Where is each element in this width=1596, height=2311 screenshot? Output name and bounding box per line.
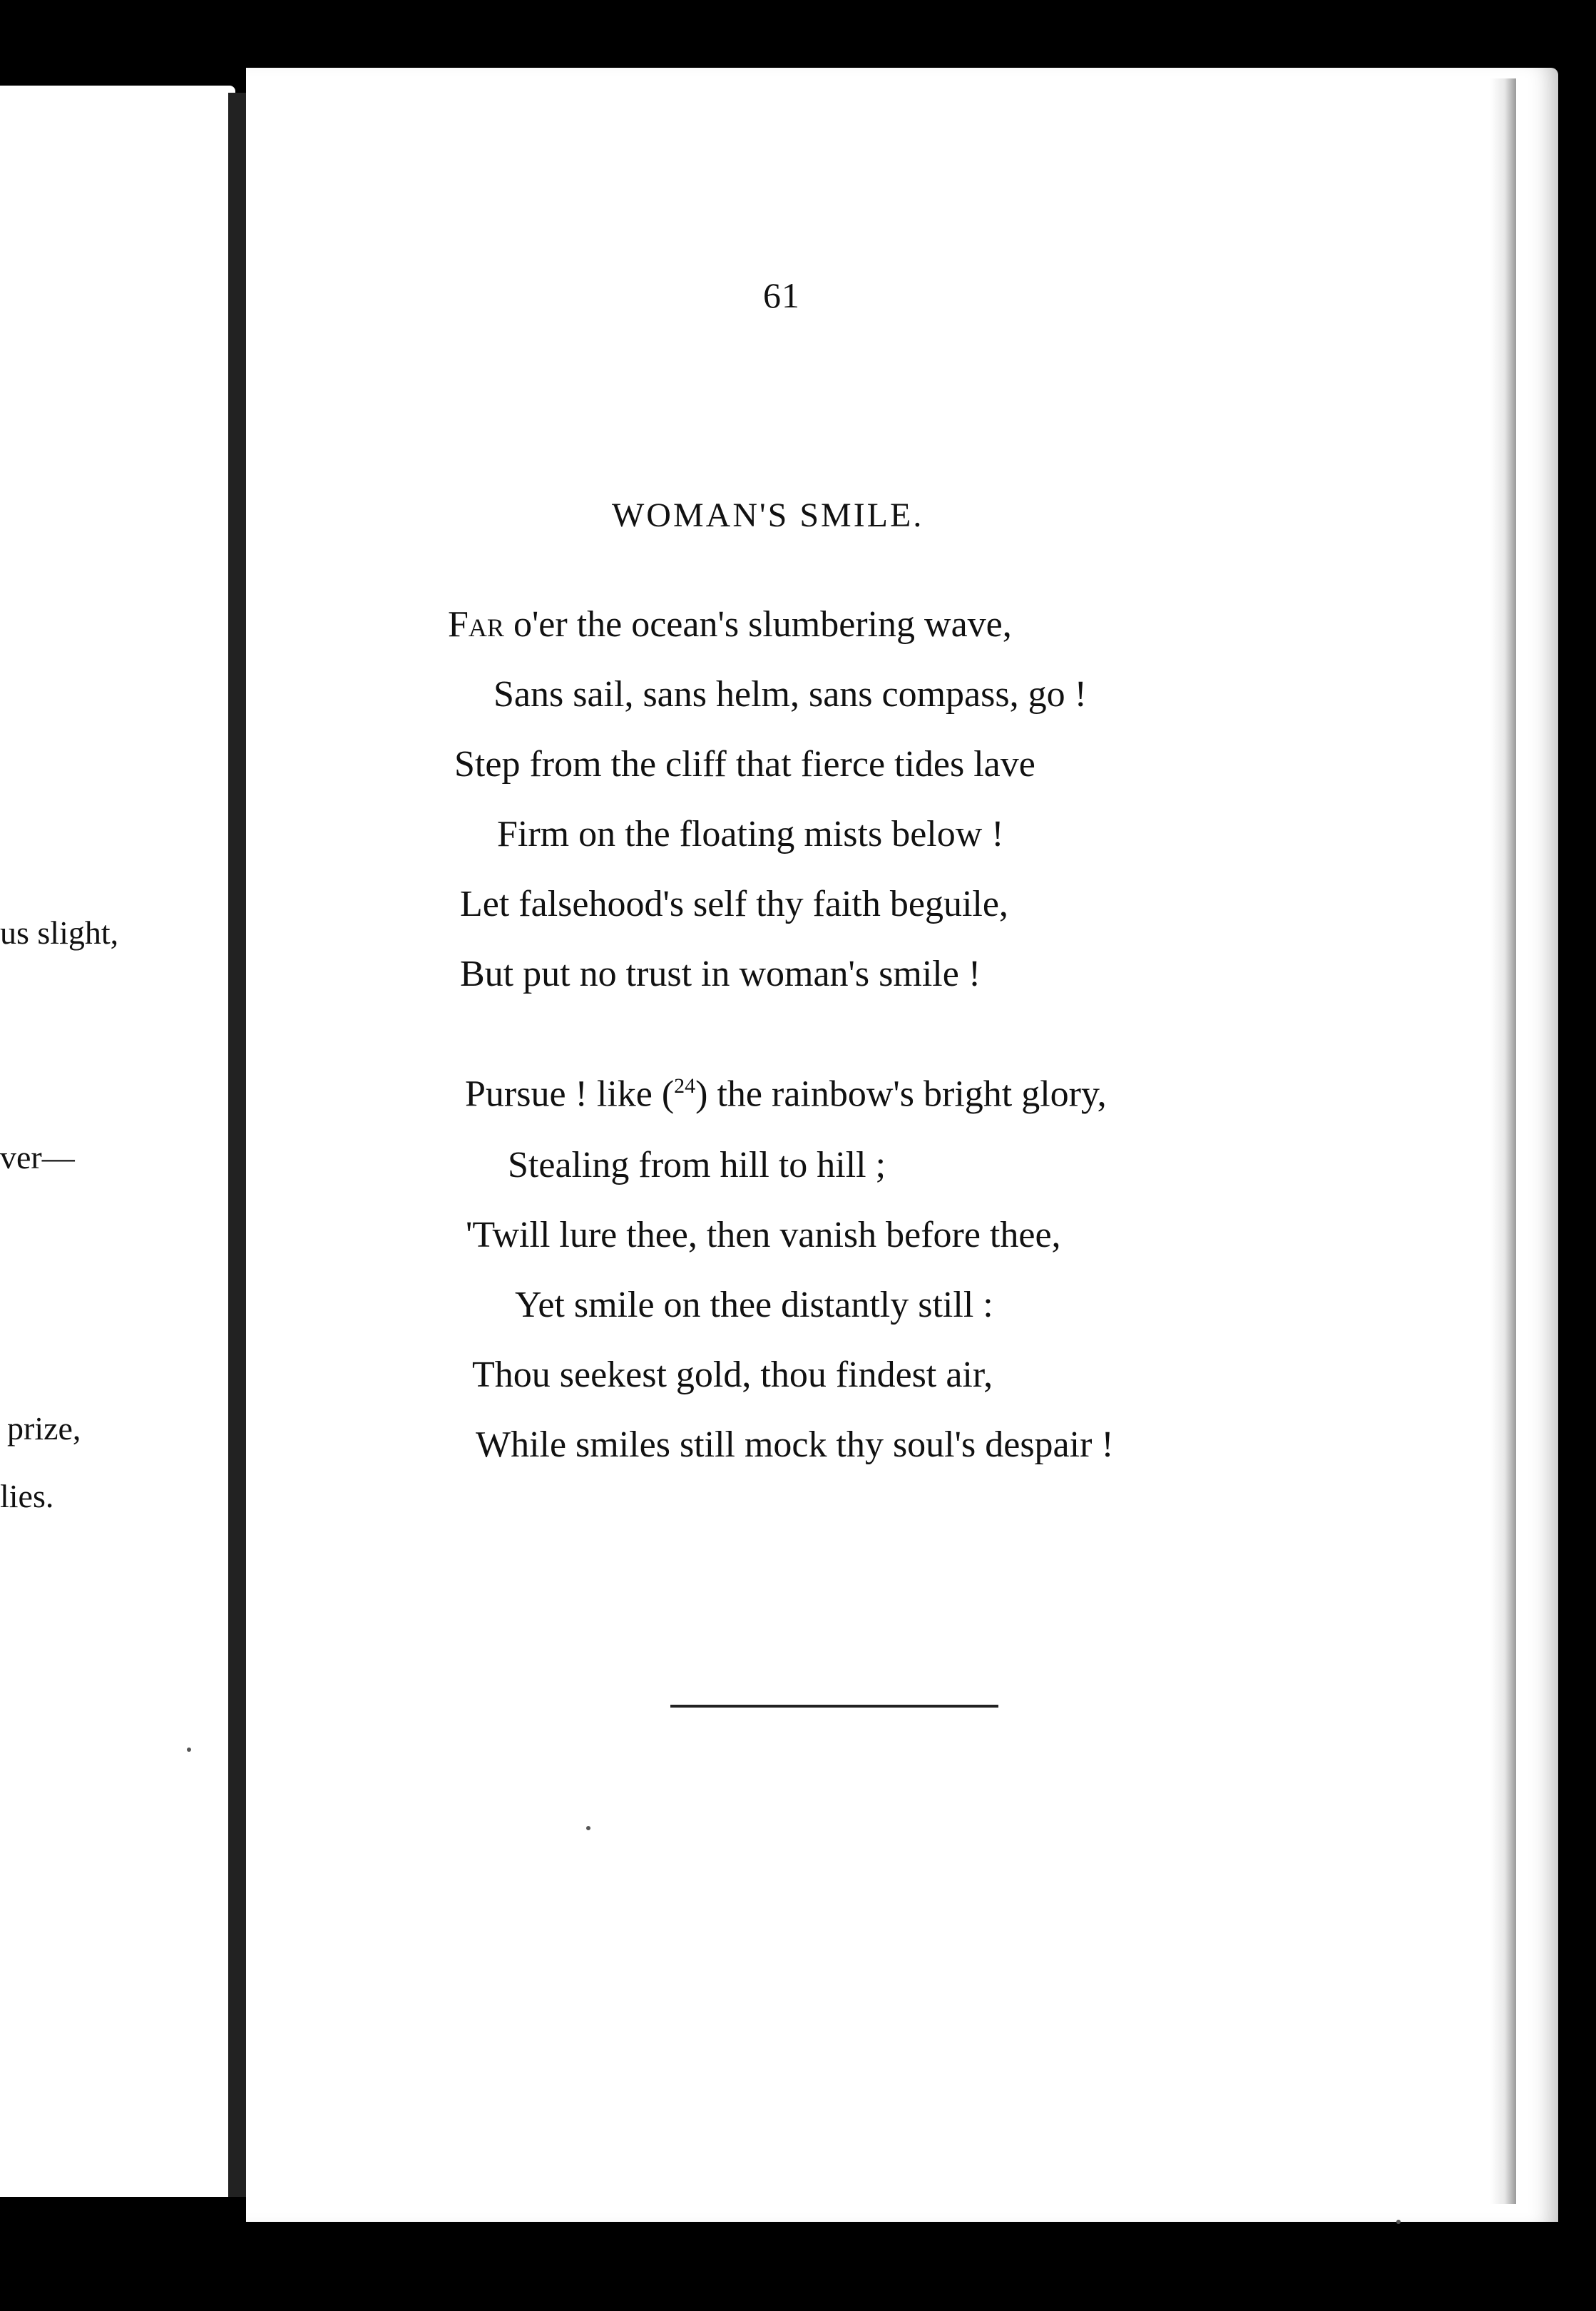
poem-line: Pursue ! like ($^{24}$) the rainbow's bright glory, — [465, 1073, 1107, 1115]
drop-word: Far — [448, 604, 504, 645]
poem-line: Firm on the floating mists below ! — [497, 814, 1004, 854]
left-text-fragment: us slight, — [0, 914, 119, 951]
poem-line: 'Twill lure thee, then vanish before thee, — [466, 1215, 1061, 1255]
poem-line: Thou seekest gold, thou findest air, — [472, 1355, 993, 1395]
right-page — [246, 68, 1558, 2222]
poem-line: Let falsehood's self thy faith beguile, — [460, 884, 1008, 924]
poem-line: Stealing from hill to hill ; — [508, 1145, 886, 1185]
poem-line: Far o'er the ocean's slumbering wave, — [448, 604, 1012, 645]
footnote-marker: 24 — [674, 1074, 696, 1098]
paper-speck — [1396, 2220, 1401, 2224]
paper-speck — [586, 1826, 590, 1830]
poem-line: But put no trust in woman's smile ! — [460, 954, 981, 994]
left-text-fragment: ver— — [0, 1139, 75, 1175]
poem-line: Yet smile on thee distantly still : — [515, 1285, 993, 1325]
paper-speck — [187, 1748, 191, 1752]
closing-rule — [670, 1705, 998, 1708]
left-text-fragment: lies. — [0, 1478, 54, 1514]
left-text-fragment: prize, — [7, 1410, 81, 1447]
page-number: 61 — [763, 275, 800, 315]
poem-title: WOMAN'S SMILE. — [612, 496, 924, 534]
poem-line: Step from the cliff that fierce tides lave — [454, 744, 1035, 785]
page-edge-shadow — [1490, 78, 1516, 2204]
left-page-fragment — [0, 86, 235, 2197]
poem-line: Sans sail, sans helm, sans compass, go ! — [493, 674, 1087, 715]
poem-line: While smiles still mock thy soul's despair ! — [476, 1424, 1114, 1465]
